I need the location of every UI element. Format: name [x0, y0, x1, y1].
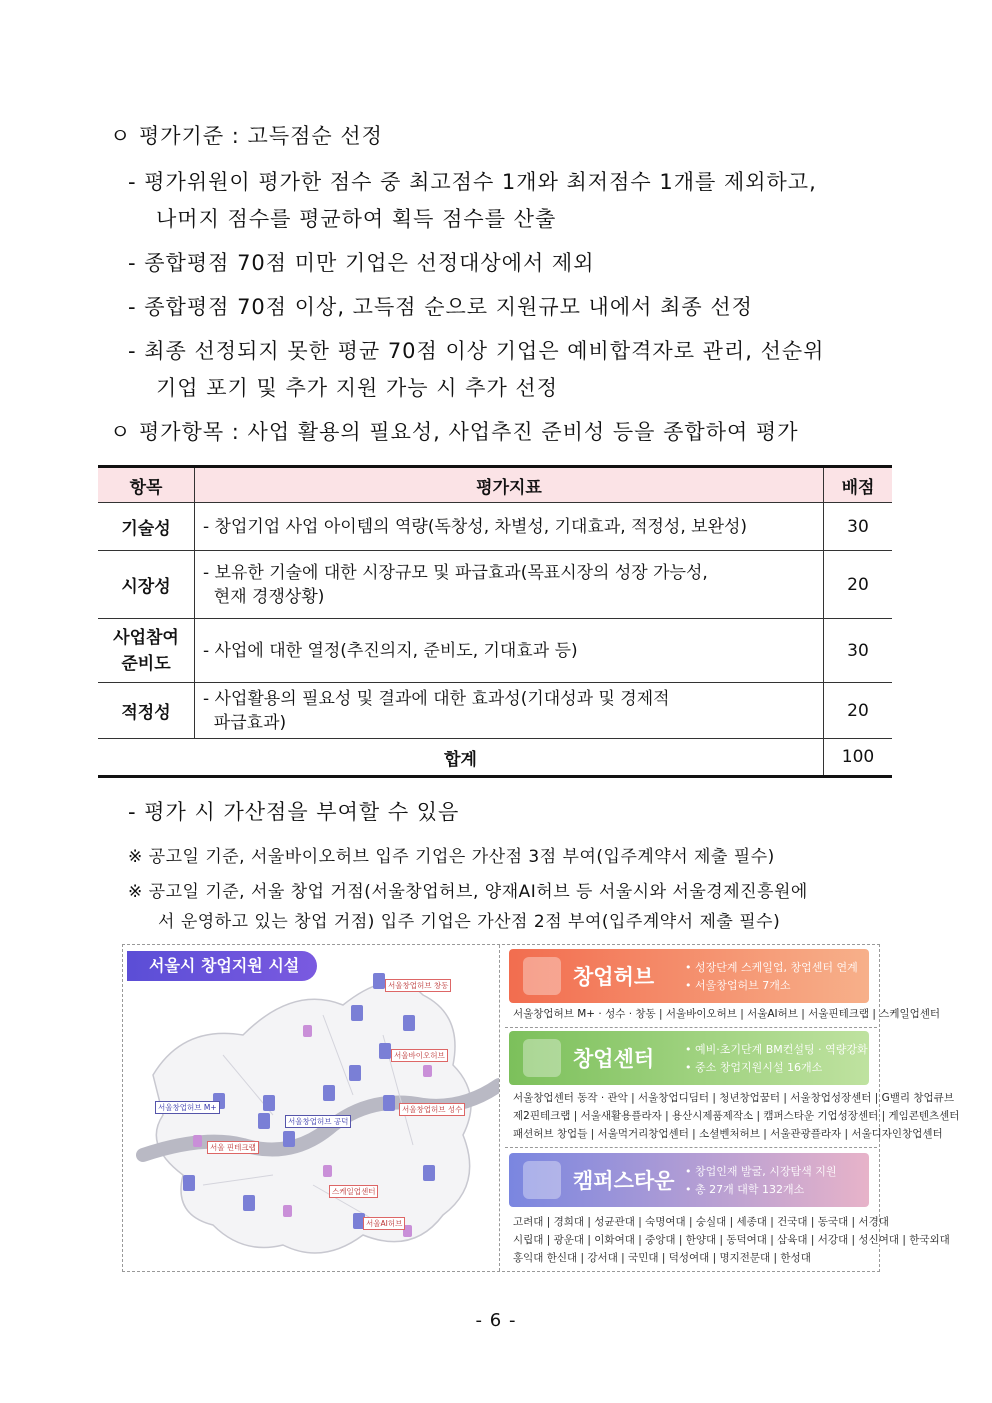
facility-list — [513, 1089, 959, 1143]
bonus-note-2-cont: 서 운영하고 있는 창업 거점) 입주 기업은 가산점 2점 부여(입주계약서 제출 필수) — [158, 912, 781, 932]
building-icon — [523, 1039, 561, 1077]
building-icon — [263, 1095, 275, 1111]
table-row — [98, 503, 892, 551]
table-header-row — [98, 467, 892, 503]
criteria-bullet-1: - 평가위원이 평가한 점수 중 최고점수 1개와 최저점수 1개를 제외하고, — [128, 170, 817, 194]
facility-line: 서울창업허브 M+ · 성수 · 창동 | 서울바이오허브 | 서울AI허브 | 서울핀테크랩 | 스케일업센터 — [513, 1008, 941, 1020]
building-icon — [258, 1113, 270, 1129]
university-list — [513, 1213, 950, 1267]
map-label: 서울창업허브 M+ — [155, 1101, 220, 1114]
building-icon — [323, 1085, 335, 1101]
row-item: 사업참여 준비도 — [98, 619, 195, 683]
map-label: 서울창업허브 성수 — [399, 1103, 465, 1116]
row-desc — [195, 683, 824, 739]
row-desc-line: - 사업에 대한 열정(추진의지, 준비도, 기대효과 등) — [203, 640, 578, 661]
facility-list — [513, 1005, 940, 1023]
row-desc — [195, 619, 824, 683]
panel-startup-hub — [505, 945, 941, 1028]
banner-title: 창업센터 — [573, 1047, 655, 1071]
row-desc-line: - 창업기업 사업 아이템의 역량(독창성, 차별성, 기대효과, 적정성, 보완성) — [203, 516, 748, 537]
university-line: 홍익대 한신대 | 강서대 | 국민대 | 덕성여대 | 명지전문대 | 한성대 — [513, 1252, 811, 1264]
row-score: 30 — [824, 503, 893, 551]
map-label: 서울AI허브 — [363, 1217, 405, 1230]
table-row — [98, 619, 892, 683]
criteria-bullet-1-cont: 나머지 점수를 평균하여 획득 점수를 산출 — [156, 207, 557, 231]
row-desc-line: - 사업활용의 필요성 및 결과에 대한 효과성(기대성과 및 경제적 — [203, 688, 670, 709]
criteria-bullet-2: - 종합평점 70점 미만 기업은 선정대상에서 제외 — [128, 251, 595, 275]
map-label: 서울바이오허브 — [391, 1049, 448, 1062]
bonus-note-1: ※ 공고일 기준, 서울바이오허브 입주 기업은 가산점 3점 부여(입주계약서 제출 필수) — [128, 847, 775, 867]
store-icon — [523, 1161, 561, 1199]
building-icon — [373, 973, 385, 989]
criteria-bullet-4: - 최종 선정되지 못한 평균 70점 이상 기업은 예비합격자로 관리, 선순위 — [128, 339, 825, 363]
banner-note: • 성장단계 스케일업, 창업센터 연계 — [685, 961, 858, 974]
table-row — [98, 683, 892, 739]
building-icon — [349, 1065, 361, 1081]
map-label: 서울창업허브 창동 — [385, 979, 451, 992]
row-score: 20 — [824, 683, 893, 739]
banner-title: 캠퍼스타운 — [573, 1169, 675, 1193]
header-item: 항목 — [98, 467, 195, 503]
building-icon — [183, 1175, 195, 1191]
header-score: 배점 — [824, 467, 893, 503]
header-indicator: 평가지표 — [195, 467, 824, 503]
panel-campus-town — [505, 1149, 950, 1269]
bonus-line: - 평가 시 가산점을 부여할 수 있음 — [128, 800, 460, 824]
university-line: 고려대 | 경희대 | 성균관대 | 숙명여대 | 숭실대 | 세종대 | 건국대 | 동국대 | 서경대 — [513, 1216, 889, 1228]
row-item: 시장성 — [98, 551, 195, 619]
row-score: 20 — [824, 551, 893, 619]
facility-line: 제2핀테크랩 | 서울새활용플라자 | 용산시제품제작소 | 캠퍼스타운 기업성장센터 | 게임콘텐츠센터 — [513, 1110, 960, 1122]
building-icon — [379, 1043, 391, 1059]
bonus-note-2: ※ 공고일 기준, 서울 창업 거점(서울창업허브, 양재AI허브 등 서울시와 서울경제진흥원에 — [128, 882, 808, 902]
seoul-map — [123, 945, 500, 1271]
total-label: 합계 — [98, 739, 824, 777]
campus-town-banner — [509, 1153, 869, 1207]
building-icon — [383, 1095, 395, 1111]
banner-note: • 예비·초기단계 BM컨설팅 · 역량강화 — [685, 1043, 868, 1056]
building-icon — [283, 1205, 292, 1217]
total-score: 100 — [824, 739, 893, 777]
criteria-bullet-3: - 종합평점 70점 이상, 고득점 순으로 지원규모 내에서 최종 선정 — [128, 295, 753, 319]
building-icon — [303, 1025, 312, 1037]
university-line: 시립대 | 광운대 | 이화여대 | 중앙대 | 한양대 | 동덕여대 | 삼육대 | 서강대 | 성신여대 | 한국외대 — [513, 1234, 950, 1246]
startup-support-infographic — [122, 944, 960, 1272]
banner-title: 창업허브 — [573, 965, 655, 989]
map-label: 스케일업센터 — [329, 1185, 378, 1198]
banner-note: • 창업인재 발굴, 시장탐색 지원 — [685, 1165, 837, 1178]
startup-hub-banner — [509, 949, 869, 1003]
row-desc-line: 파급효과) — [203, 712, 287, 733]
row-item: 기술성 — [98, 503, 195, 551]
building-icon — [423, 1065, 432, 1077]
building-icon — [403, 1015, 415, 1031]
map-label: 서울 핀테크랩 — [207, 1141, 259, 1154]
building-icon — [351, 1005, 363, 1021]
row-desc-line: 현재 경쟁상황) — [203, 586, 325, 607]
items-heading: ㅇ 평가항목 : 사업 활용의 필요성, 사업추진 준비성 등을 종합하여 평가 — [110, 420, 799, 444]
row-desc — [195, 551, 824, 619]
criteria-heading: ㅇ 평가기준 : 고득점순 선정 — [110, 124, 383, 148]
facility-line: 서울창업센터 동작 · 관악 | 서울창업디딤터 | 청년창업꿈터 | 서울창업성장센터 | G밸리 창업큐브 — [513, 1092, 954, 1104]
banner-note: • 중소 창업지원시설 16개소 — [685, 1061, 823, 1074]
panel-startup-center — [505, 1027, 960, 1148]
row-item: 적정성 — [98, 683, 195, 739]
building-icon — [423, 1165, 435, 1181]
banner-note: • 서울창업허브 7개소 — [685, 979, 791, 992]
map-title: 서울시 창업지원 시설 — [127, 951, 317, 981]
evaluation-table — [98, 465, 892, 778]
criteria-bullet-4-cont: 기업 포기 및 추가 지원 가능 시 추가 선정 — [156, 376, 558, 400]
building-icon — [323, 1165, 332, 1177]
row-score: 30 — [824, 619, 893, 683]
page-number: - 6 - — [475, 1310, 517, 1331]
startup-center-banner — [509, 1031, 869, 1085]
map-label: 서울창업허브 공덕 — [285, 1115, 351, 1128]
table-total-row — [98, 739, 892, 777]
building-icon — [283, 1131, 295, 1147]
row-desc-line: - 보유한 기술에 대한 시장규모 및 파급효과(목표시장의 성장 가능성, — [203, 562, 708, 583]
row-desc — [195, 503, 824, 551]
building-icon — [243, 1195, 255, 1211]
building-icon — [523, 957, 561, 995]
banner-note: • 총 27개 대학 132개소 — [685, 1183, 805, 1196]
facility-line: 패션허브 창업들 | 서울먹거리창업센터 | 소셜벤처허브 | 서울관광플라자 | 서울디자인창업센터 — [513, 1128, 943, 1140]
table-row — [98, 551, 892, 619]
building-icon — [193, 1135, 202, 1147]
